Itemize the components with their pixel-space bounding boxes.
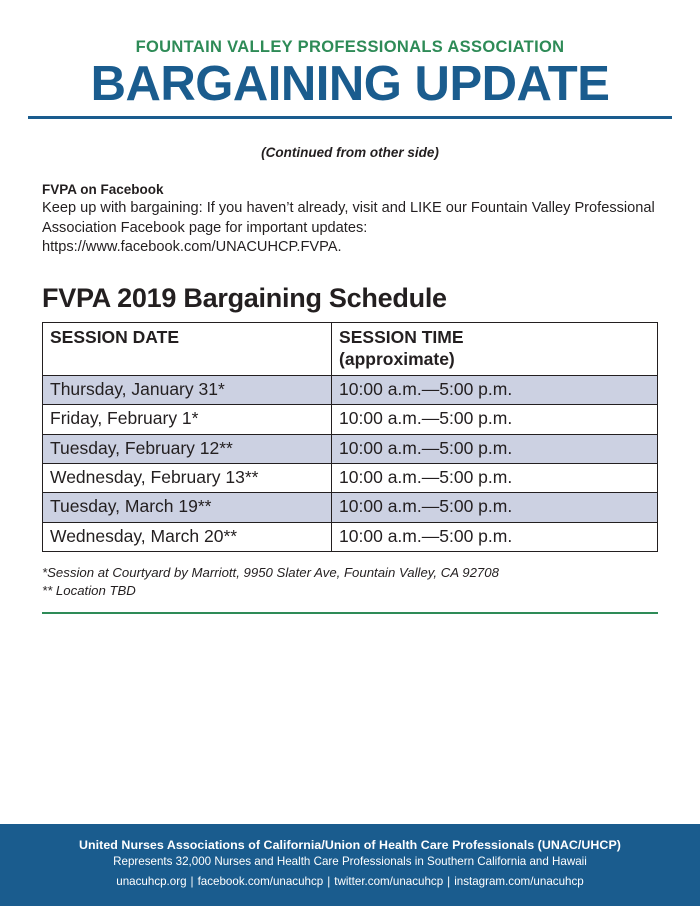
facebook-block-title: FVPA on Facebook [42,182,164,198]
cell-session-time: 10:00 a.m.—5:00 p.m. [332,405,658,434]
footer-organization: United Nurses Associations of California/Union of Health Care Professionals (UNAC/UHCP) [79,838,621,852]
document-header [0,0,700,119]
bargaining-schedule-table [42,322,658,552]
column-header-session-date: SESSION DATE [43,323,332,376]
facebook-block [42,182,658,257]
column-header-session-time [332,323,658,376]
footer-link-twitter[interactable]: twitter.com/unacuhcp [334,875,444,888]
column-header-session-time-main: SESSION TIME [339,327,464,348]
cell-session-date: Friday, February 1* [43,405,332,434]
table-header-row [43,323,658,376]
footer-link-instagram[interactable]: instagram.com/unacuhcp [454,875,584,888]
document-content [0,182,700,613]
facebook-block-body: Keep up with bargaining: If you haven’t already, visit and LIKE our Fountain Valley Professional Association Facebook page for important updates: https://www.facebook.com/UNACUHCP.FVPA. [42,200,655,255]
cell-session-date: Wednesday, February 13** [43,463,332,492]
cell-session-date: Wednesday, March 20** [43,522,332,551]
cell-session-date: Tuesday, March 19** [43,493,332,522]
section-divider [42,612,658,614]
document-footer [0,824,700,906]
footer-link-separator: | [190,875,194,888]
table-row [43,522,658,551]
table-row [43,463,658,492]
page-title: BARGAINING UPDATE [90,57,610,111]
continued-note: (Continued from other side) [261,145,439,161]
footer-link-website[interactable]: unacuhcp.org [116,875,187,888]
cell-session-date: Thursday, January 31* [43,375,332,404]
schedule-footnotes [42,564,658,600]
cell-session-time: 10:00 a.m.—5:00 p.m. [332,463,658,492]
footnote-location-tbd: ** Location TBD [42,582,136,598]
table-row [43,405,658,434]
footer-links [10,875,690,888]
cell-session-time: 10:00 a.m.—5:00 p.m. [332,522,658,551]
cell-session-time: 10:00 a.m.—5:00 p.m. [332,493,658,522]
header-kicker: FOUNTAIN VALLEY PROFESSIONALS ASSOCIATION [135,38,565,56]
table-row [43,434,658,463]
table-row [43,375,658,404]
header-divider [28,116,672,119]
cell-session-date: Tuesday, February 12** [43,434,332,463]
cell-session-time: 10:00 a.m.—5:00 p.m. [332,434,658,463]
cell-session-time: 10:00 a.m.—5:00 p.m. [332,375,658,404]
footnote-location-marriott: *Session at Courtyard by Marriott, 9950 Slater Ave, Fountain Valley, CA 92708 [42,564,499,580]
footer-link-facebook[interactable]: facebook.com/unacuhcp [197,875,324,888]
footer-tagline: Represents 32,000 Nurses and Health Care Professionals in Southern California and Hawaii [113,855,587,868]
column-header-session-time-sub: (approximate) [339,348,455,369]
footer-link-separator: | [447,875,451,888]
schedule-heading: FVPA 2019 Bargaining Schedule [42,283,447,314]
table-row [43,493,658,522]
footer-link-separator: | [327,875,331,888]
